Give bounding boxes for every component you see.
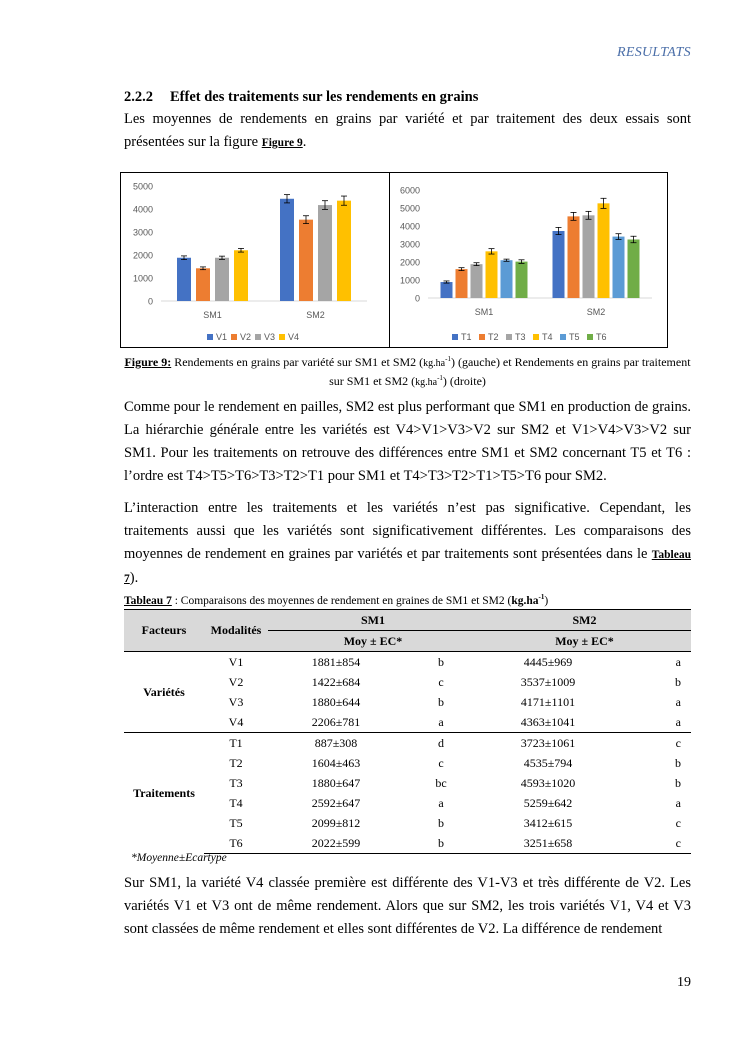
cell-mod: T4 — [229, 795, 243, 810]
legend-label-T4: T4 — [542, 332, 553, 342]
intro-paragraph — [124, 108, 691, 155]
y-tick-label: 1000 — [399, 275, 420, 286]
y-tick-label: 4000 — [399, 221, 420, 232]
bar-T4-SM1 — [486, 251, 498, 298]
cell-g2: a — [675, 694, 681, 709]
y-tick-label: 3000 — [132, 227, 153, 238]
bar-V2-SM2 — [299, 220, 313, 301]
legend-swatch-T4 — [533, 334, 539, 340]
cell-g1: b — [438, 815, 444, 830]
paragraph-2-end: ). — [129, 570, 139, 586]
cell-mod: T5 — [229, 815, 243, 830]
table-row — [124, 753, 691, 773]
cell-g1: bc — [435, 775, 447, 790]
table-row — [124, 773, 691, 793]
chart-treatments — [390, 173, 667, 347]
bar-V3-SM2 — [318, 205, 332, 301]
table-row — [124, 833, 691, 854]
cell-sm1: 2206±781 — [311, 714, 361, 729]
bar-T1-SM2 — [553, 231, 565, 298]
cell-g2: c — [618, 833, 691, 854]
figure-caption-label: Figure 9: — [124, 355, 172, 369]
legend-swatch-V4 — [279, 334, 285, 340]
cell-mod: T3 — [229, 775, 243, 790]
cell-sm1: 887±308 — [268, 733, 404, 754]
header-modalites: Modalités — [204, 610, 268, 652]
caption-sup-2: -1 — [437, 374, 443, 382]
section-title: Effet des traitements sur les rendements en grains — [170, 89, 479, 105]
cell-sm2: 4535±794 — [523, 755, 573, 770]
legend-label-V1: V1 — [216, 332, 228, 342]
x-tick-label: SM1 — [474, 307, 494, 317]
bar-T4-SM2 — [598, 203, 610, 298]
cell-sm1: 1422±684 — [311, 674, 361, 689]
legend-swatch-V3 — [255, 334, 261, 340]
table-row — [124, 733, 691, 754]
running-header: RESULTATS — [617, 45, 691, 60]
y-tick-label: 3000 — [399, 239, 420, 250]
cell-g1: c — [438, 674, 444, 689]
chart-varieties — [121, 173, 389, 347]
y-tick-label: 2000 — [399, 257, 420, 268]
table-row — [124, 793, 691, 813]
cell-g2: a — [675, 714, 681, 729]
bar-V1-SM2 — [280, 199, 294, 301]
table-row — [124, 652, 691, 673]
cell-sm2: 3537±1009 — [520, 674, 576, 689]
y-tick-label: 5000 — [132, 181, 153, 192]
legend-swatch-T3 — [506, 334, 512, 340]
cell-mod: V2 — [228, 674, 244, 689]
group-label: Variétés — [124, 652, 204, 733]
cell-sm2: 5259±642 — [523, 795, 573, 810]
table-footnote: *Moyenne±Ecartype — [131, 852, 227, 864]
bar-T6-SM1 — [516, 262, 528, 298]
intro-end: . — [302, 134, 307, 150]
bar-T3-SM1 — [471, 264, 483, 298]
legend-swatch-V1 — [207, 334, 213, 340]
cell-sm2: 4171±1101 — [520, 694, 576, 709]
cell-mod: V1 — [204, 652, 268, 673]
paragraph-3: Sur SM1, la variété V4 classée première est différente des V1-V3 et très différente de V2. Les variétés V1 et V3 ont de même rendement. Alors que sur SM2, les trois variétés V1, V4 et V3 sont classées de même rendement et elles sont différentes de V2. La différence de rendement — [124, 875, 691, 937]
legend-label-V3: V3 — [264, 332, 276, 342]
table-row — [124, 672, 691, 692]
cell-g2: a — [618, 652, 691, 673]
paragraph-1: Comme pour le rendement en pailles, SM2 est plus performant que SM1 en production de grains. La hiérarchie générale entre les variétés est V4>V1>V3>V2 sur SM2 et V1>V4>V3>V2 sur SM1. Pour les traitements on retrouve des différences entre SM1 et SM2 concernant T5 et T6 : l’ordre est T4>T5>T6>T3>T2>T1 pour SM1 et T4>T3>T2>T1>T5>T6 pour SM2. — [124, 399, 691, 484]
caption-text-2: ) (gauche) et Rendements en grains par traitement sur SM1 et SM2 ( — [329, 355, 691, 388]
legend-label-T3: T3 — [515, 332, 526, 342]
caption-unit-2: kg.ha — [415, 377, 438, 388]
table-caption-end: ) — [544, 594, 549, 607]
caption-unit-1: kg.ha — [423, 358, 446, 369]
figure-ref-link[interactable]: Figure 9 — [261, 137, 303, 149]
table-caption-label: Tableau 7 — [124, 594, 172, 607]
bar-T2-SM2 — [568, 216, 580, 298]
bar-T3-SM2 — [583, 215, 595, 298]
y-tick-label: 2000 — [132, 250, 153, 261]
legend-swatch-T2 — [479, 334, 485, 340]
legend-swatch-T6 — [587, 334, 593, 340]
table-caption-unit: kg.ha — [511, 594, 539, 607]
legend-label-V4: V4 — [288, 332, 300, 342]
legend-label-T1: T1 — [461, 332, 472, 342]
bar-T1-SM1 — [441, 282, 453, 298]
legend-swatch-T5 — [560, 334, 566, 340]
intro-text: Les moyennes de rendements en grains par variété et par traitement des deux essais sont présentées sur la figure — [124, 111, 691, 150]
legend-swatch-V2 — [231, 334, 237, 340]
caption-text-1: Rendements en grains par variété sur SM1 et SM2 ( — [174, 355, 424, 369]
bar-V3-SM1 — [215, 258, 229, 301]
cell-g1: b — [404, 833, 478, 854]
y-tick-label: 6000 — [399, 185, 420, 196]
section-heading — [124, 89, 478, 106]
caption-text-3: ) (droite) — [442, 374, 486, 388]
table-caption-text: : Comparaisons des moyennes de rendement en graines de SM1 et SM2 ( — [171, 594, 512, 607]
legend-label-T6: T6 — [596, 332, 607, 342]
bar-T5-SM1 — [501, 260, 513, 298]
bar-T2-SM1 — [456, 269, 468, 298]
cell-mod: T6 — [204, 833, 268, 854]
cell-sm1: 2022±599 — [268, 833, 404, 854]
cell-mod: V3 — [228, 694, 244, 709]
cell-mod: T2 — [229, 755, 243, 770]
cell-sm1: 2592±647 — [311, 795, 361, 810]
figure-9-box — [120, 172, 668, 348]
legend-label-T2: T2 — [488, 332, 499, 342]
cell-sm1: 1880±647 — [311, 775, 361, 790]
cell-sm2: 3412±615 — [523, 815, 573, 830]
table-row — [124, 692, 691, 712]
bar-V2-SM1 — [196, 268, 210, 301]
cell-sm1: 1604±463 — [311, 755, 361, 770]
y-tick-label: 1000 — [132, 273, 153, 284]
section-number: 2.2.2 — [124, 89, 153, 105]
cell-sm2: 4593±1020 — [520, 775, 576, 790]
cell-g1: a — [438, 795, 444, 810]
cell-mod: T1 — [204, 733, 268, 754]
legend-swatch-T1 — [452, 334, 458, 340]
caption-sup-1: -1 — [445, 355, 451, 363]
cell-g2: b — [675, 775, 681, 790]
cell-sm1: 1881±854 — [268, 652, 404, 673]
cell-sm2: 4445±969 — [478, 652, 618, 673]
cell-g1: a — [438, 714, 444, 729]
cell-g2: c — [618, 733, 691, 754]
paragraph-2 — [124, 497, 691, 591]
page-number: 19 — [677, 975, 691, 990]
table-ref-link[interactable]: Tableau 7 — [124, 549, 691, 585]
x-tick-label: SM2 — [586, 307, 606, 317]
cell-g2: b — [675, 674, 681, 689]
cell-g1: d — [404, 733, 478, 754]
bar-T6-SM2 — [628, 239, 640, 298]
cell-sm2: 3251±658 — [478, 833, 618, 854]
y-tick-label: 0 — [147, 296, 153, 307]
cell-g1: b — [404, 652, 478, 673]
bar-V4-SM1 — [234, 250, 248, 301]
bar-V4-SM2 — [337, 201, 351, 301]
table-row — [124, 712, 691, 733]
cell-mod: V4 — [228, 714, 244, 729]
bar-V1-SM1 — [177, 258, 191, 301]
cell-sm2: 4363±1041 — [520, 714, 576, 729]
header-moy-sm1: Moy ± EC* — [268, 631, 478, 652]
table-caption-sup: -1 — [538, 593, 545, 601]
x-tick-label: SM1 — [203, 310, 222, 320]
y-tick-label: 4000 — [132, 204, 153, 215]
x-tick-label: SM2 — [306, 310, 325, 320]
header-moy-sm2: Moy ± EC* — [478, 631, 691, 652]
y-tick-label: 5000 — [399, 203, 420, 214]
cell-sm2: 3723±1061 — [478, 733, 618, 754]
legend-label-T5: T5 — [569, 332, 580, 342]
legend-label-V2: V2 — [240, 332, 252, 342]
paragraph-2-text: L’interaction entre les traitements et les variétés n’est pas significative. Cependant, les traitements aussi que les variétés sont significativement différentes. Les comparaisons des moyennes de rendement en graines par variétés et par traitements sont présentées dans le — [124, 500, 691, 562]
header-sm1: SM1 — [268, 610, 478, 631]
figure-caption — [124, 352, 691, 390]
table-body — [124, 652, 691, 854]
bar-T5-SM2 — [613, 237, 625, 298]
header-factors: Facteurs — [124, 610, 204, 652]
table-caption — [124, 593, 548, 607]
y-tick-label: 0 — [414, 293, 420, 304]
header-sm2: SM2 — [478, 610, 691, 631]
cell-g1: b — [438, 694, 444, 709]
cell-sm1: 2099±812 — [311, 815, 361, 830]
cell-sm1: 1880±644 — [311, 694, 361, 709]
group-label: Traitements — [124, 733, 204, 854]
table-row — [124, 813, 691, 833]
cell-g1: c — [438, 755, 444, 770]
cell-g2: c — [675, 815, 681, 830]
results-table — [124, 609, 691, 854]
cell-g2: a — [675, 795, 681, 810]
cell-g2: b — [675, 755, 681, 770]
